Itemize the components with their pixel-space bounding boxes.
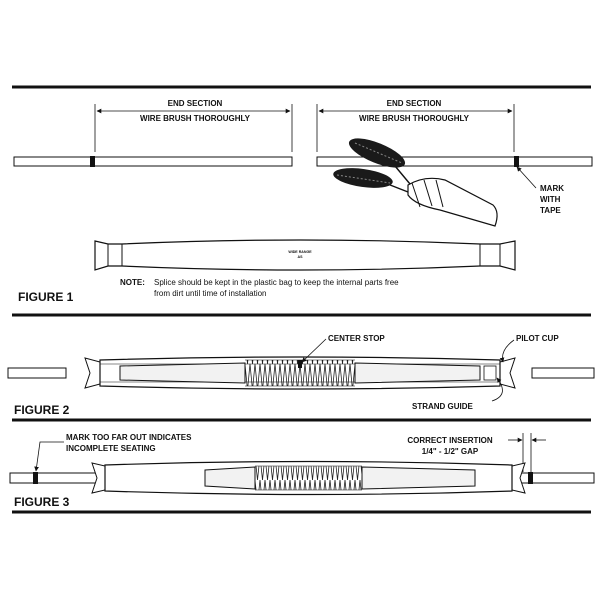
mark-with-tape-leader [517, 167, 536, 188]
mark-with-tape-line3: TAPE [540, 206, 561, 215]
fig2-left-wire [8, 368, 66, 378]
mark-far-leader [36, 442, 64, 471]
fig3-left-tape-mark [33, 472, 38, 484]
strand-guide-label: STRAND GUIDE [412, 402, 473, 411]
pilot-cup-label: PILOT CUP [516, 334, 559, 343]
splice-body [95, 240, 515, 270]
figure-3 [10, 433, 594, 509]
fig3-splice [92, 462, 525, 495]
splice-label-line2: AS [297, 255, 303, 259]
mark-with-tape-line2: WITH [540, 195, 561, 204]
left-wire-tape-mark [90, 156, 95, 167]
wire-brush-icon [332, 132, 497, 226]
note-line2: from dirt until time of installation [154, 289, 267, 298]
figure-2-title: FIGURE 2 [14, 403, 70, 417]
correct-insertion-line2: 1/4" - 1/2" GAP [421, 447, 479, 456]
fig3-right-tape-mark [528, 472, 533, 484]
left-dim-line1: END SECTION [167, 99, 223, 108]
figure-1-title: FIGURE 1 [18, 290, 74, 304]
right-dim-line1: END SECTION [386, 99, 442, 108]
left-dim-line2: WIRE BRUSH THOROUGHLY [140, 114, 250, 123]
fig2-splice [85, 357, 515, 389]
right-wire-tape-mark [514, 156, 519, 167]
right-wire [317, 157, 592, 166]
mark-far-line1: MARK TOO FAR OUT INDICATES [66, 433, 192, 442]
note-prefix: NOTE: [120, 278, 145, 287]
fig2-right-wire [532, 368, 594, 378]
center-stop-label: CENTER STOP [328, 334, 385, 343]
left-wire [14, 157, 292, 166]
splice-label-line1: WIDE RANGE [288, 250, 312, 254]
mark-far-line2: INCOMPLETE SEATING [66, 444, 156, 453]
note-line1: Splice should be kept in the plastic bag to keep the internal parts free [154, 278, 399, 287]
figure-2 [8, 334, 594, 417]
figure-3-title: FIGURE 3 [14, 495, 70, 509]
correct-insertion-line1: CORRECT INSERTION [407, 436, 493, 445]
right-dim-line2: WIRE BRUSH THOROUGHLY [359, 114, 469, 123]
figure-1 [14, 99, 592, 304]
mark-with-tape-line1: MARK [540, 184, 564, 193]
